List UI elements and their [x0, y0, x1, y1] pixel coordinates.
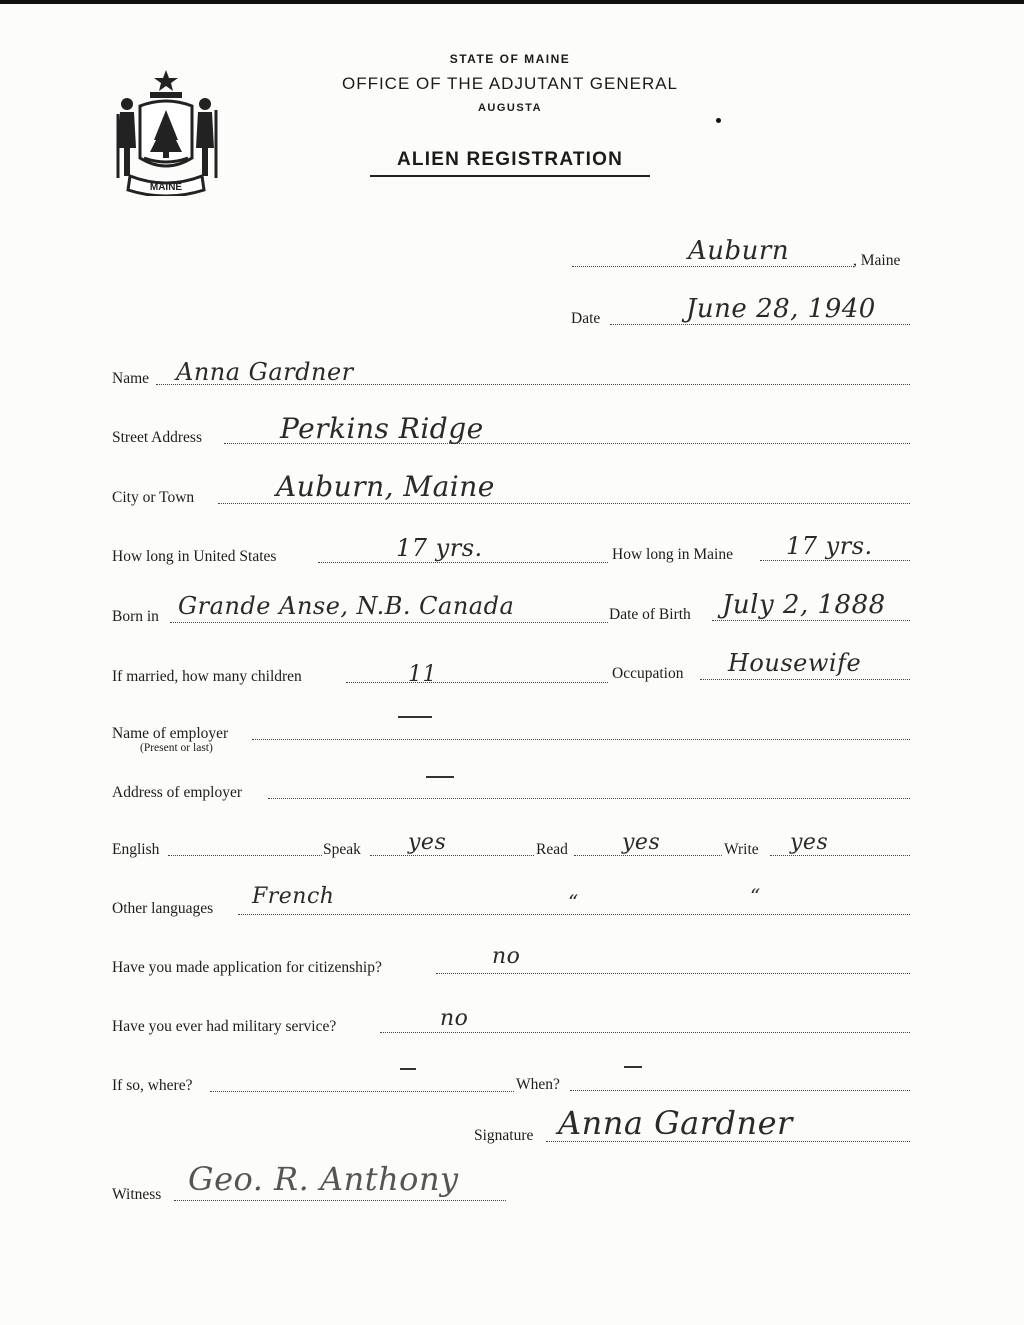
witness-value[interactable]: Geo. R. Anthony	[188, 1160, 459, 1198]
employer-blank-dash[interactable]	[398, 716, 432, 718]
employer-label: Name of employer	[112, 725, 229, 742]
write-value[interactable]: yes	[790, 830, 829, 855]
citizenship-label: Have you made application for citizenship?	[112, 959, 382, 976]
other-languages-value[interactable]: French	[252, 884, 335, 909]
employer-address-label: Address of employer	[112, 784, 242, 801]
military-label: Have you ever had military service?	[112, 1018, 337, 1035]
employer-address-blank-dash[interactable]	[426, 776, 454, 778]
children-label: If married, how many children	[112, 668, 302, 685]
signature-label: Signature	[474, 1127, 534, 1144]
english-label: English	[112, 841, 160, 858]
other-languages-label: Other languages	[112, 900, 214, 917]
name-value[interactable]: Anna Gardner	[176, 358, 354, 386]
speak-value[interactable]: yes	[408, 830, 447, 855]
employer-address-line	[268, 798, 910, 799]
speak-label: Speak	[323, 841, 361, 858]
dob-line	[712, 620, 910, 621]
write-line	[770, 855, 910, 856]
date-value[interactable]: June 28, 1940	[686, 294, 876, 324]
ditto-mark-2: “	[750, 884, 761, 908]
street-value[interactable]: Perkins Ridge	[280, 412, 484, 445]
where-blank-dash[interactable]	[400, 1068, 416, 1070]
dob-value[interactable]: July 2, 1888	[722, 590, 886, 620]
maine-years-label: How long in Maine	[612, 546, 733, 563]
town-value[interactable]: Auburn	[688, 236, 790, 266]
date-line	[610, 324, 910, 325]
town-line	[572, 266, 854, 267]
write-label: Write	[724, 841, 759, 858]
witness-label: Witness	[112, 1186, 162, 1203]
witness-line	[174, 1200, 506, 1201]
where-line	[210, 1091, 514, 1092]
occupation-value[interactable]: Housewife	[728, 649, 862, 677]
born-in-line	[170, 622, 608, 623]
maine-state-seal	[110, 66, 222, 196]
when-label: When?	[516, 1076, 560, 1093]
employer-sublabel: (Present or last)	[140, 742, 213, 754]
maine-years-line	[760, 560, 910, 561]
read-label: Read	[536, 841, 568, 858]
children-value[interactable]: 11	[408, 662, 437, 687]
where-label: If so, where?	[112, 1077, 193, 1094]
seal-banner-text: MAINE	[149, 182, 183, 193]
ink-dot	[716, 118, 721, 123]
military-value[interactable]: no	[440, 1006, 469, 1031]
other-languages-line	[238, 914, 910, 915]
us-years-label: How long in United States	[112, 548, 277, 565]
form-title: ALIEN REGISTRATION	[396, 149, 624, 170]
date-label: Date	[571, 310, 601, 327]
dob-label: Date of Birth	[609, 606, 691, 623]
ditto-mark-1: “	[568, 890, 579, 914]
citizenship-line	[436, 973, 910, 974]
military-line	[380, 1032, 910, 1033]
when-blank-dash[interactable]	[624, 1066, 642, 1068]
state-heading: STATE OF MAINE	[449, 52, 571, 66]
occupation-line	[700, 679, 910, 680]
us-years-value[interactable]: 17 yrs.	[396, 534, 483, 562]
citizenship-value[interactable]: no	[492, 944, 521, 969]
maine-label: , Maine	[853, 252, 901, 269]
read-value[interactable]: yes	[622, 830, 661, 855]
street-label: Street Address	[112, 429, 202, 446]
children-line	[346, 682, 608, 683]
maine-years-value[interactable]: 17 yrs.	[786, 532, 873, 560]
city-label: City or Town	[112, 489, 195, 506]
title-underline	[370, 175, 650, 177]
occupation-label: Occupation	[612, 665, 684, 682]
read-line	[574, 855, 722, 856]
born-in-label: Born in	[112, 608, 159, 625]
born-in-value[interactable]: Grande Anse, N.B. Canada	[178, 592, 515, 620]
signature-value[interactable]: Anna Gardner	[558, 1104, 793, 1142]
office-heading: OFFICE OF THE ADJUTANT GENERAL	[341, 74, 679, 93]
city-heading: AUGUSTA	[477, 102, 543, 114]
city-line	[218, 503, 910, 504]
employer-line	[252, 739, 910, 740]
city-value[interactable]: Auburn, Maine	[276, 470, 495, 503]
when-line	[570, 1090, 910, 1091]
us-years-line	[318, 562, 608, 563]
english-line	[168, 855, 322, 856]
speak-line	[370, 855, 534, 856]
name-label: Name	[112, 370, 150, 387]
